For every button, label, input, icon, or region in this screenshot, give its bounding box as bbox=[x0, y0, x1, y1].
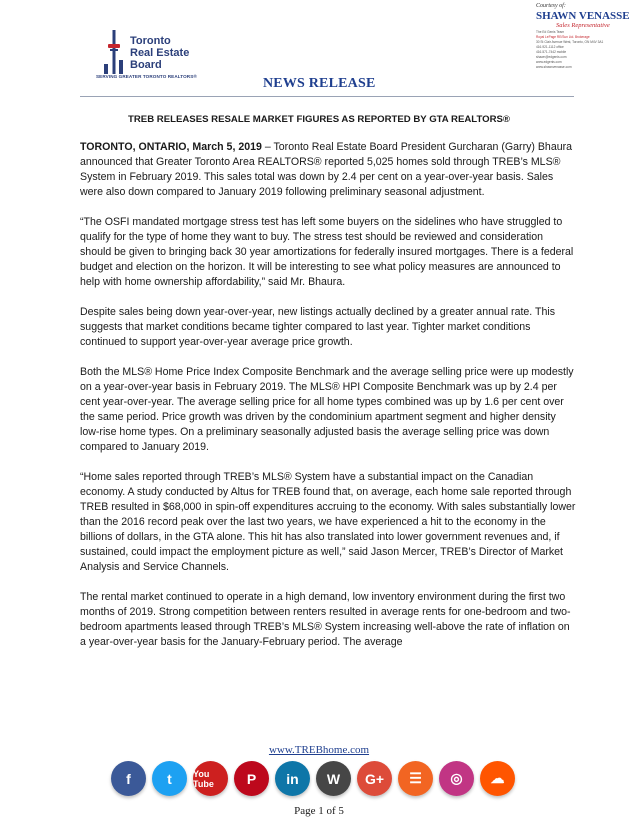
wordpress-icon[interactable]: W bbox=[316, 761, 351, 796]
treb-logo bbox=[96, 30, 196, 82]
paragraph-1 bbox=[80, 140, 577, 200]
page-number: Page 1 of 5 bbox=[294, 805, 344, 817]
social-icons-row bbox=[111, 761, 515, 799]
agent-fine-line: The Ed Genis Team bbox=[536, 30, 565, 34]
cn-tower-icon bbox=[102, 30, 126, 74]
pinterest-icon[interactable]: P bbox=[234, 761, 269, 796]
agent-fine-line: 416-921-1112 office bbox=[536, 45, 564, 49]
agent-name: SHAWN VENASSE bbox=[536, 10, 630, 22]
agent-role: Sales Representative bbox=[556, 22, 610, 29]
agent-fine-line: www.edgenis.com bbox=[536, 60, 562, 64]
soundcloud-icon[interactable]: ☁ bbox=[480, 761, 515, 796]
paragraph-6: The rental market continued to operate in a high demand, low inventory environment during the first two months of 2019. Strong competition between renters resulted in average rents for one-bedroom and two-bedroom apartments leased through TREB’s MLS® System increasing well-above the rate of inflation on a year-over-year basis for the January-February period. The average bbox=[80, 591, 571, 648]
agent-courtesy: Courtesy of: bbox=[536, 3, 566, 9]
agent-fine-line: www.shawnvenasse.com bbox=[536, 65, 572, 69]
agent-fine-line: 416-571-7442 mobile bbox=[536, 50, 567, 54]
agent-card bbox=[536, 3, 632, 95]
twitter-icon[interactable]: t bbox=[152, 761, 187, 796]
rss-icon[interactable]: ☰ bbox=[398, 761, 433, 796]
facebook-icon[interactable]: f bbox=[111, 761, 146, 796]
youtube-icon[interactable]: You Tube bbox=[193, 761, 228, 796]
paragraph-2: “The OSFI mandated mortgage stress test has left some buyers on the sidelines who have struggled to qualify for the type of home they want to buy. The stress test should be reviewed and consideration should be given to bringing back 30 year amortizations for federally insured mortgages. There is a federal budget and election on the horizon. It will be interesting to see what policy measures are announced to help with home ownership affordability,” said Mr. Bhaura. bbox=[80, 216, 574, 288]
linkedin-icon[interactable]: in bbox=[275, 761, 310, 796]
instagram-icon[interactable]: ◎ bbox=[439, 761, 474, 796]
dateline: TORONTO, ONTARIO, March 5, 2019 bbox=[80, 141, 262, 153]
header-divider bbox=[80, 96, 574, 97]
news-release-heading: NEWS RELEASE bbox=[263, 76, 376, 91]
logo-line-2: Real Estate bbox=[130, 47, 190, 59]
agent-fine-line: Royal LePage RE/Sun Ltd. Brokerage bbox=[536, 35, 590, 39]
release-body bbox=[80, 140, 577, 665]
treb-website-link[interactable]: www.TREBhome.com bbox=[268, 744, 370, 756]
paragraph-3: Despite sales being down year-over-year, new listings actually declined by a greater annual rate. This suggests that market conditions became tighter compared to last year. Tighter market conditions continued to support year-over-year average price growth. bbox=[80, 306, 556, 348]
logo-line-1: Toronto bbox=[130, 35, 171, 47]
paragraph-4: Both the MLS® Home Price Index Composite Benchmark and the average selling price were up modestly on a year-over-year basis in February 2019. The MLS® HPI Composite Benchmark was up by 2.4 per cent year-over-year. The average selling price for all home types combined was up by 1.6 per cent over the same period. Price growth was driven by the condominium apartment segment and higher density low-rise home types. On a preliminary seasonally adjusted basis the average selling price was down compared to January 2019. bbox=[80, 366, 574, 453]
paragraph-5: “Home sales reported through TREB’s MLS® System have a substantial impact on the Canadian economy. A study conducted by Altus for TREB found that, on average, each home sale reported through TREB resulted in $68,000 in spin-off expenditures accruing to the economy. With sales substantially lower than the 2016 record peak over the last two years, we have experienced a hit to the economy in the billions of dollars, in the GTA alone. This hit has also translated into lower government revenues and, if sustained, could impact the employment picture as well,” said Jason Mercer, TREB’s Director of Market Analysis and Service Channels. bbox=[80, 471, 576, 573]
paragraph-1-text: – Toronto Real Estate Board President Gurcharan (Garry) Bhaura announced that Greater Toronto Area REALTORS® reported 5,025 homes sold through TREB’s MLS® System in February 2019. This sales total was down by 2.4 per cent on a year-over-year basis. Sales were also down compared to January 2019 following preliminary seasonal adjustment. bbox=[80, 141, 573, 198]
release-title: TREB RELEASES RESALE MARKET FIGURES AS REPORTED BY GTA REALTORS® bbox=[128, 114, 510, 125]
logo-tagline: SERVING GREATER TORONTO REALTORS® bbox=[96, 74, 197, 79]
agent-fine-line: 30 St Clair Avenue West, Toronto, ON M4V 3A1 bbox=[536, 40, 604, 44]
logo-line-3: Board bbox=[130, 59, 162, 71]
agent-fine-line: shawn@edgenis.com bbox=[536, 55, 567, 59]
google-plus-icon[interactable]: G+ bbox=[357, 761, 392, 796]
